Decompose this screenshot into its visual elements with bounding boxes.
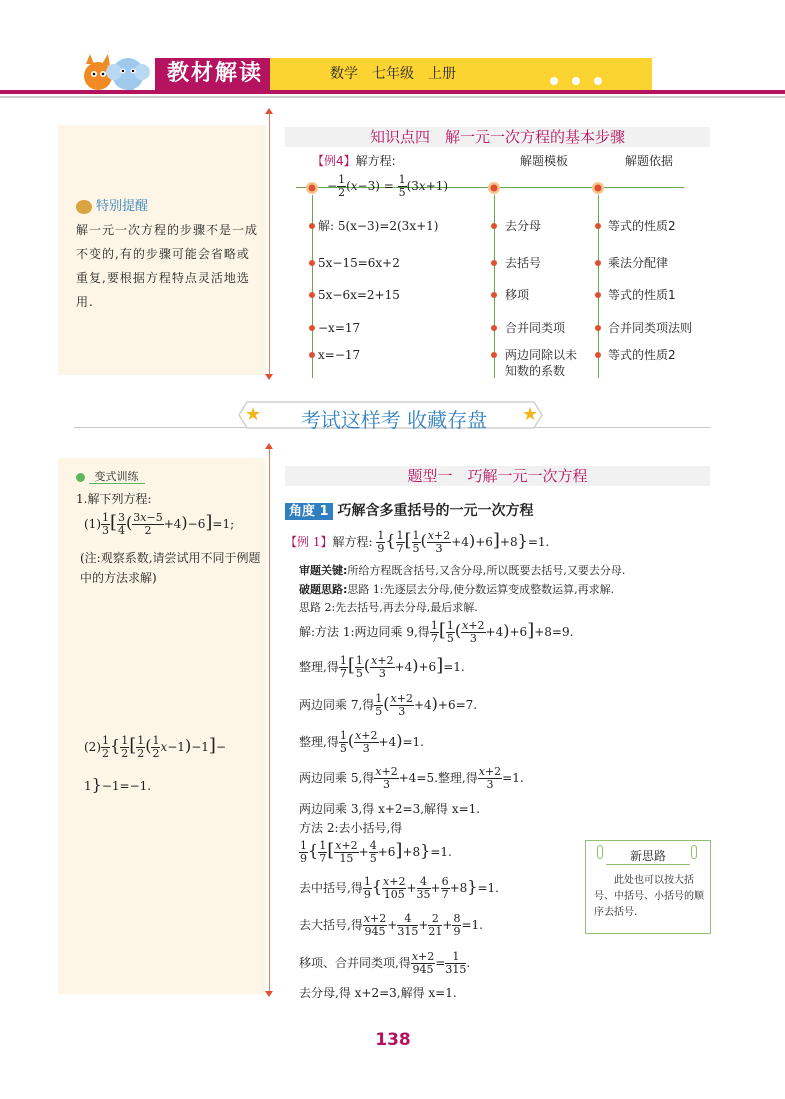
kp4-step-2-template-dot-icon [491,260,497,266]
s2-text: 整理,得 [299,660,339,674]
s3-tail: +6=7. [437,698,478,712]
kp4-step-3-template: 移项 [505,288,530,302]
kp4-title-bar: 知识点四 解一元一次方程的基本步骤 [285,127,710,147]
divider-arrow-up-icon [265,108,273,114]
green-dot-icon [76,473,85,482]
ex1-label: 【例 1】 [285,535,333,549]
example-label: 【例4】 [312,154,356,168]
practice-heading [76,468,145,484]
kp4-step-2-work-dot-icon [309,260,315,266]
sol-step-1: 解:方法 1:两边同乘 9,得 $\frac{1}{7}$ [ $\frac{1}{5}$ ( $\frac{x+2}{3}$ +4)+6]+8=9. [299,619,574,645]
sol-step-3: 两边同乘 7,得 $\frac{1}{5}$ ( $\frac{x+2}{3}$ +4)+6=7. [299,692,478,718]
angle-heading [285,500,533,520]
s5-text: 两边同乘 5,得 [299,771,375,785]
s8-tail: =1. [430,845,452,859]
ribbon-title: 考试这样考 收藏存盘 [300,408,488,432]
key-label: 审题关键: [299,564,348,577]
s9-tail: =1. [477,881,499,895]
kp4-example-label [312,152,396,169]
sidebar-practice [58,458,266,994]
kp4-step-3-basis: 等式的性质1 [608,288,676,302]
kp4-step-4-template: 合并同类项 [505,321,566,335]
angle-tag: 角度 1 [285,503,333,520]
practice-q1: 1.解下列方程: [76,492,152,506]
practice-q1b: (2) $\frac{1}{2}$ { $\frac{1}{2}$ [ $\frac{1}{2}$ ( $\frac{1}{2}$ x−1)−1]− [84,734,226,760]
s5-mid: +4=5.整理,得 [398,771,478,785]
pin-right-icon [691,845,697,859]
key-line [299,562,625,578]
divider-arrow-down-2-icon [265,991,273,997]
kp4-step-2-basis: 乘法分配律 [608,256,669,270]
divider-line [269,112,270,376]
mouse-mascot-icon [76,200,92,214]
tip-heading [76,195,148,214]
decorative-dots [550,70,616,89]
col-basis-header: 解题依据 [625,154,674,168]
header-band [270,58,652,90]
sol-step-12: 去分母,得 x+2=3,解得 x=1. [299,986,457,1000]
kp4-step-5-basis: 等式的性质2 [608,348,676,362]
sol-step-4: 整理,得 $\frac{1}{5}$ ( $\frac{x+2}{3}$ +4)=1. [299,729,424,755]
page-number: 138 [375,1030,411,1050]
type1-title-bar: 题型一 巧解一元一次方程 [285,466,710,486]
idea-line-1 [299,581,614,597]
kp4-step-1-work-dot-icon [309,223,315,229]
kp4-step-1-basis-dot-icon [595,223,601,229]
s4-text: 整理,得 [299,735,339,749]
kp4-step-5-work-dot-icon [309,352,315,358]
s5-tail: =1. [502,771,524,785]
sol-step-2: 整理,得 $\frac{1}{7}$ [ $\frac{1}{5}$ ( $\frac{x+2}{3}$ +4)+6]=1. [299,654,465,680]
divider-arrow-down-icon [265,374,273,380]
kp4-step-1-basis: 等式的性质2 [608,219,676,233]
ex1-tail: =1. [527,535,550,549]
key-text: 所给方程既含括号,又含分母,所以既要去括号,又要去分母. [347,564,626,577]
kp4-step-2-work: 5x−15=6x+2 [318,256,400,270]
tip-body: 解一元一次方程的步骤不是一成不变的,有的步骤可能会省略或重复,要根据方程特点灵活地选用. [76,223,259,309]
s4-tail: =1. [402,735,424,749]
s2-tail: =1. [443,660,465,674]
kp4-step-3-template-dot-icon [491,292,497,298]
kp4-step-3-basis-dot-icon [595,292,601,298]
tip-title: 特别提醒 [96,199,149,214]
practice-q1b-cont: 1}−1=−1. [84,775,152,794]
kp4-step-4-work: −x=17 [318,321,361,335]
kp4-step-5-template: 两边同除以未知数的系数 [505,348,578,378]
sol-step-8: $\frac{1}{9}$ { $\frac{1}{7}$ [ $\frac{x+2}{15}$ + $\frac{4}{5}$ +6]+8}=1. [300,839,452,865]
kp4-step-4-work-dot-icon [309,325,315,331]
kp4-step-1-template-dot-icon [491,223,497,229]
ex1-prompt: 解方程: [332,535,373,549]
col-template-header: 解题模板 [520,154,569,168]
kp4-step-3-work-dot-icon [309,292,315,298]
kp4-equation: − $\frac{1}{2}$ (x−3) = $\frac{1}{5}$ (3x+1) [327,173,449,199]
sol-step-11: 移项、合并同类项,得 $\frac{x+2}{945}$ = $\frac{1}{315}$ . [299,950,471,976]
ribbon-star-left-icon: ★ [245,404,262,425]
kp4-step-4-basis-dot-icon [595,325,601,331]
divider-arrow-up-2-icon [265,443,273,449]
ribbon-star-right-icon: ★ [522,404,539,425]
header-rule [0,90,785,94]
practice-q1a-note: (注:观察系数,请尝试用不同于例题中的方法求解) [80,551,261,585]
pin-left-icon [597,845,603,859]
note-text: 此处也可以按大括号、中括号、小括号的顺序去括号. [594,875,704,918]
header-rule-gray [0,96,785,98]
idea-text-1: 思路 1:先逐层去分母,使分数运算变成整数运算,再求解. [347,583,615,596]
ex1-line: 【例 1】解方程: $\frac{1}{9}$ { $\frac{1}{7}$ [ $\frac{1}{5}$ ( $\frac{x+2}{3}$ +4)+6]+8}=1. [285,529,550,555]
sol-step-5: 两边同乘 5,得 $\frac{x+2}{3}$ +4=5.整理,得 $\frac{x+2}{3}$ =1. [299,765,524,791]
kp4-step-4-template-dot-icon [491,325,497,331]
kp4-step-5-template-dot-icon [491,352,497,358]
kp4-step-2-template: 去括号 [505,256,542,270]
s9-text: 去中括号,得 [299,881,363,895]
kp4-step-2-basis-dot-icon [595,260,601,266]
note-title: 新思路 [606,847,690,865]
s1-text: 解:方法 1:两边同乘 9,得 [299,625,430,639]
idea-label: 破题思路: [299,583,348,596]
kp4-step-4-basis: 合并同类项法则 [608,321,693,335]
practice-q1a: (1) $\frac{1}{3}$ [ $\frac{3}{4}$ ( $\frac{3x-5}{2}$ +4)−6]=1; [84,511,235,537]
q1b-tail: −1=−1. [101,779,152,793]
s10-tail: =1. [461,918,483,932]
angle-title: 巧解含多重括号的一元一次方程 [337,503,534,519]
page-header [0,52,785,98]
s1-tail: +8=9. [534,625,574,639]
sol-step-7: 方法 2:去小括号,得 [299,821,403,835]
kp4-step-5-work: x=−17 [318,348,361,362]
subject-label: 数学 七年级 上册 [330,66,456,82]
s3-text: 两边同乘 7,得 [299,698,375,712]
sol-step-9: 去中括号,得 $\frac{1}{9}$ { $\frac{x+2}{105}$ + $\frac{4}{35}$ + $\frac{6}{7}$ +8}=1. [299,875,499,901]
s10-text: 去大括号,得 [299,918,363,932]
kp4-step-1-template: 去分母 [505,219,542,233]
s11-text: 移项、合并同类项,得 [299,956,411,970]
brand-title: 教材解读 [155,58,270,90]
q1a-tail: =1; [212,517,235,531]
kp4-step-5-basis-dot-icon [595,352,601,358]
sol-step-6: 两边同乘 3,得 x+2=3,解得 x=1. [299,802,481,816]
example-prompt: 解方程: [355,154,396,168]
divider-line-2 [269,447,270,993]
practice-title: 变式训练 [89,470,145,484]
kp4-step-3-work: 5x−6x=2+15 [318,288,400,302]
kp4-step-1-work: 解: 5(x−3)=2(3x+1) [318,219,439,233]
sol-step-10: 去大括号,得 $\frac{x+2}{945}$ + $\frac{4}{315}$ + $\frac{2}{21}$ + $\frac{8}{9}$ =1. [299,912,483,938]
idea-line-2: 思路 2:先去括号,再去分母,最后求解. [299,601,478,614]
